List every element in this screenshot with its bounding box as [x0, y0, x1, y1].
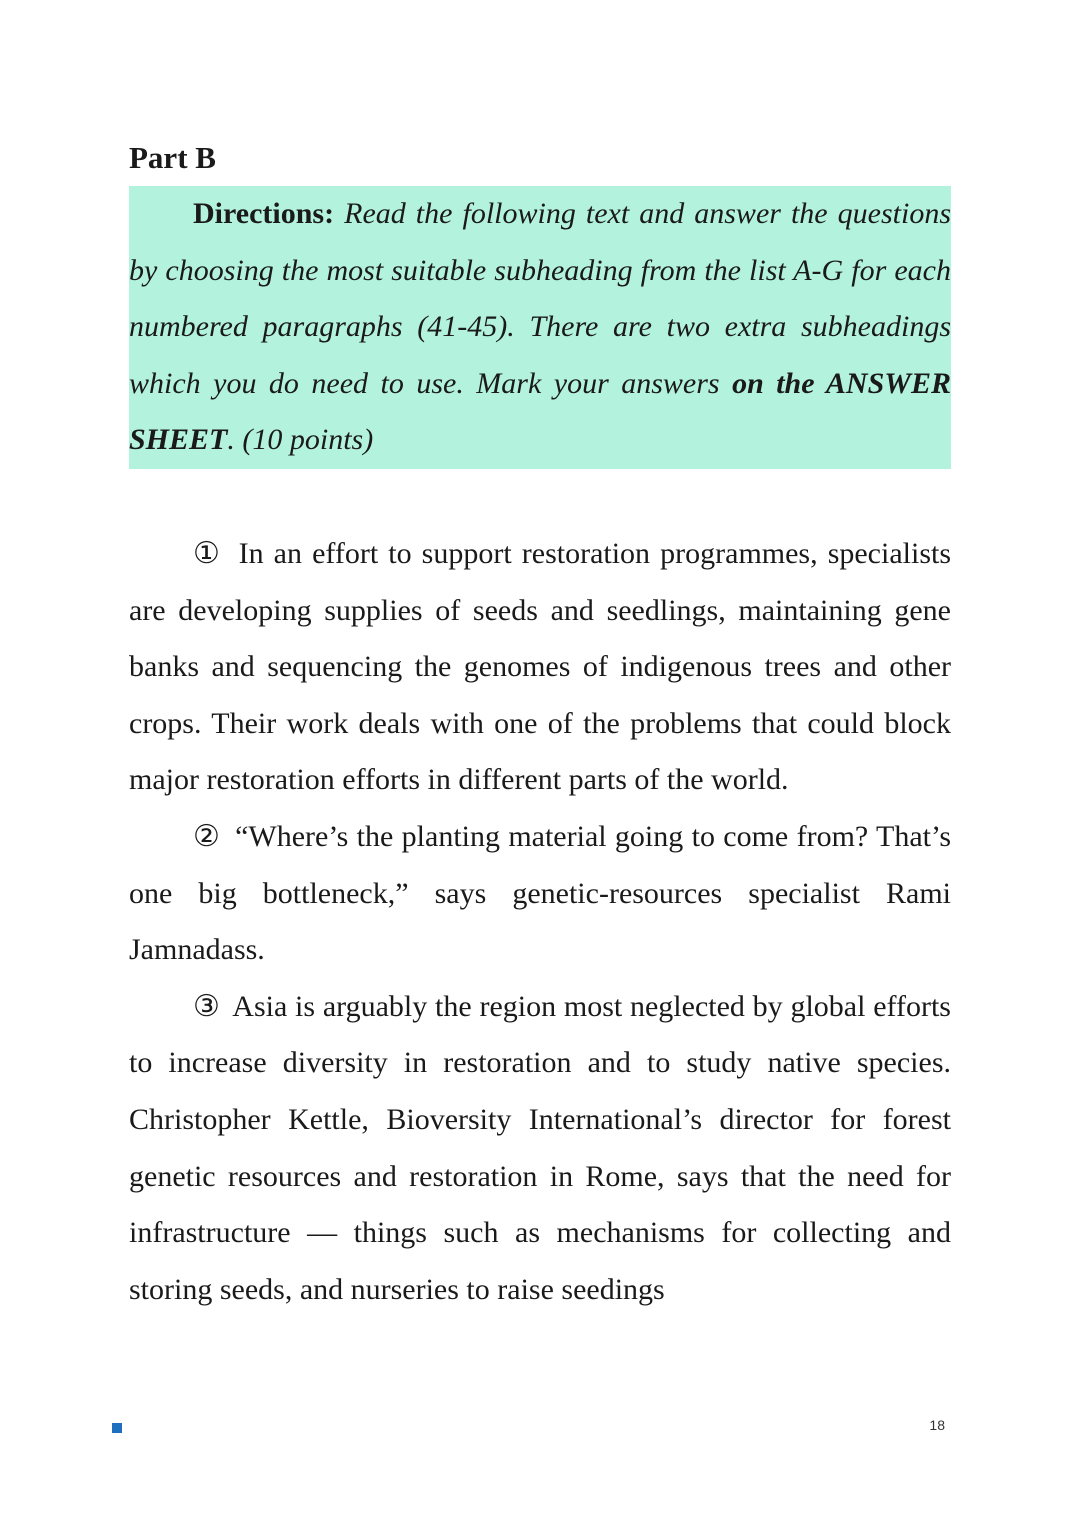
- paragraph-number: ③: [193, 989, 221, 1023]
- paragraph-number: ①: [193, 537, 223, 570]
- directions-box: [129, 186, 951, 469]
- paragraph-text: “Where’s the planting material going to come from? That’s one big bottleneck,” says genetic-resources specialist Rami Jamnadass.: [129, 819, 951, 967]
- paragraph-number: ②: [193, 819, 221, 853]
- paragraph-2: [129, 809, 951, 979]
- directions-text: Read the following text and answer the questions by choosing the most suitable subheading from the list A-G for each numbered paragraphs (41-45). There are two extra subheadings which you do need to use. Mark your answers: [129, 197, 951, 400]
- page-number: 18: [929, 1417, 945, 1433]
- passage: [129, 526, 951, 1318]
- paragraph-1: [129, 526, 951, 809]
- document-page: [129, 130, 951, 1318]
- part-title: Part B: [129, 140, 216, 175]
- paragraph-text: In an effort to support restoration programmes, specialists are developing supplies of seeds and seedlings, maintaining gene banks and sequencing the genomes of indigenous trees and other crops. Their work deals with one of the problems that could block major restoration efforts in different parts of the world.: [129, 537, 952, 797]
- directions-emphasis: on the ANSWER SHEET: [129, 366, 951, 457]
- directions-label: Directions:: [193, 197, 335, 230]
- paragraph-3: [129, 979, 951, 1319]
- footer-square-icon: [112, 1423, 122, 1433]
- paragraph-text: Asia is arguably the region most neglected by global efforts to increase diversity in restoration and to study native species. Christopher Kettle, Bioversity International’s director for forest genetic resources and restoration in Rome, says that the need for infrastructure — things such as mechanisms for collecting and storing seeds, and nurseries to raise seedings: [129, 989, 951, 1306]
- directions-tail: . (10 points): [227, 423, 374, 457]
